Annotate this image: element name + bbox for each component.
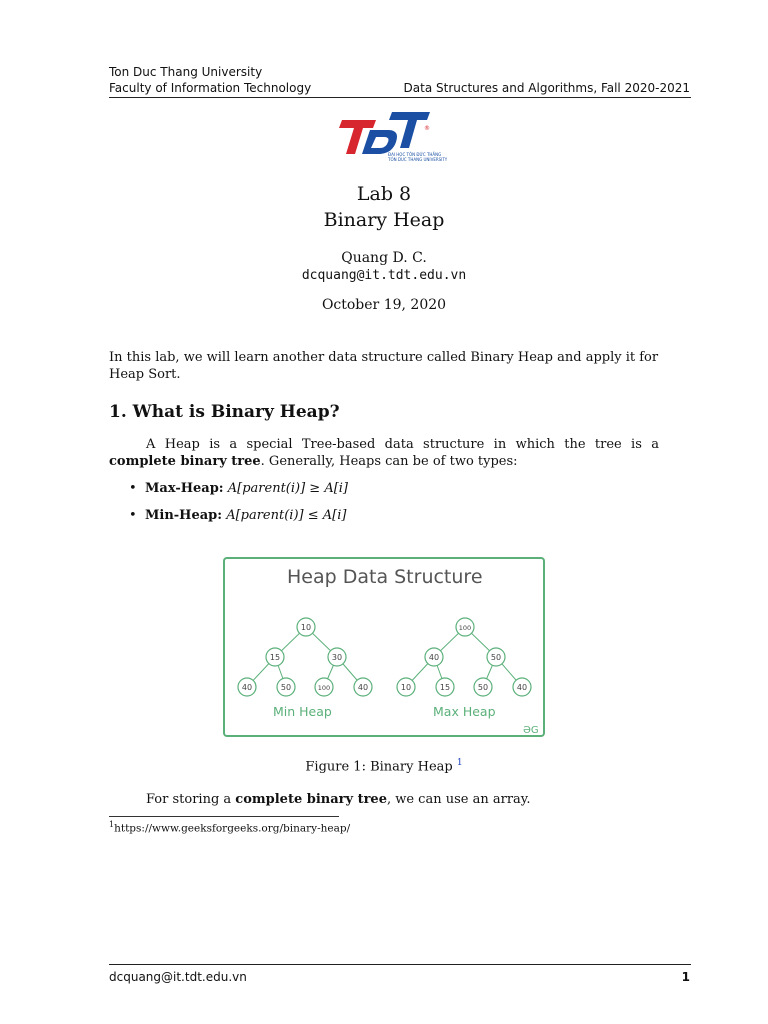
max-heap-node-value: 50: [490, 653, 502, 662]
doc-date: October 19, 2020: [321, 297, 447, 313]
max-heap-node-value: 50: [477, 683, 489, 692]
title-line1: Lab 8: [356, 183, 412, 205]
max-heap-node-value: 40: [428, 653, 440, 662]
footnote-ref[interactable]: 1: [456, 758, 463, 768]
figure-caption: Figure 1: Binary Heap $^1$: [305, 758, 463, 775]
footnote: $^1$https://www.geeksforgeeks.org/binary-heap/: [109, 820, 351, 835]
page-number: 1: [681, 970, 690, 984]
array-paragraph: For storing a complete binary tree, we can use an array.: [146, 792, 531, 807]
complete-binary-tree-term: complete binary tree: [109, 454, 261, 469]
author-email: dcquang@it.tdt.edu.vn: [301, 268, 467, 283]
section-heading: 1. What is Binary Heap?: [109, 402, 340, 422]
bullet-min-heap: • Min-Heap: A[parent(i)] ≤ A[i]: [129, 508, 347, 523]
heap-figure-svg: [225, 559, 543, 735]
author-name: Quang D. C.: [341, 250, 427, 266]
min-heap-node-value: 50: [280, 683, 292, 692]
course-name: Data Structures and Algorithms, Fall 2020-2021: [403, 81, 690, 95]
faculty-name: Faculty of Information Technology: [109, 81, 312, 95]
min-heap-tree: [238, 618, 372, 696]
university-logo: [336, 108, 448, 164]
footnote-url[interactable]: https://www.geeksforgeeks.org/binary-heap/: [114, 822, 351, 835]
footer-email: dcquang@it.tdt.edu.vn: [109, 970, 247, 984]
university-name: Ton Duc Thang University: [109, 65, 263, 79]
logo-line2: TON DUC THANG UNIVERSITY: [388, 157, 448, 162]
bullet-max-heap: • Max-Heap: A[parent(i)] ≥ A[i]: [129, 481, 349, 496]
max-heap-node-value: 40: [516, 683, 528, 692]
footer-rule: [109, 964, 691, 965]
figure-title: Heap Data Structure: [287, 566, 483, 588]
min-heap-node-value: 40: [241, 683, 253, 692]
max-heap-node-value: 15: [439, 683, 451, 692]
footnote-rule: [109, 816, 339, 817]
min-heap-node-value: 10: [300, 623, 312, 632]
logo-line1: ĐẠI HỌC TÔN ĐỨC THẮNG: [388, 152, 442, 157]
header-left: [109, 64, 311, 96]
max-heap-label: Max Heap: [433, 704, 496, 719]
section1-paragraph: A Heap is a special Tree-based data structure in which the tree is a complete binary tree. Generally, Heaps can be of two types:: [109, 437, 659, 469]
heap-figure: [223, 557, 545, 737]
gfg-logo: ƏG: [523, 725, 539, 736]
min-heap-label: Min Heap: [273, 704, 332, 719]
min-heap-node-value: 30: [331, 653, 343, 662]
min-heap-node-value: 40: [357, 683, 369, 692]
header-rule: [109, 97, 691, 98]
registered-mark: ®: [424, 125, 430, 132]
min-heap-node-value: 15: [269, 653, 281, 662]
max-heap-tree: [397, 618, 531, 696]
min-heap-node-value: 100: [317, 684, 331, 692]
title-line2: Binary Heap: [323, 209, 445, 231]
intro-paragraph: In this lab, we will learn another data structure called Binary Heap and apply it for Heap Sort.: [109, 350, 659, 382]
max-heap-node-value: 10: [400, 683, 412, 692]
max-heap-node-value: 100: [458, 624, 472, 632]
